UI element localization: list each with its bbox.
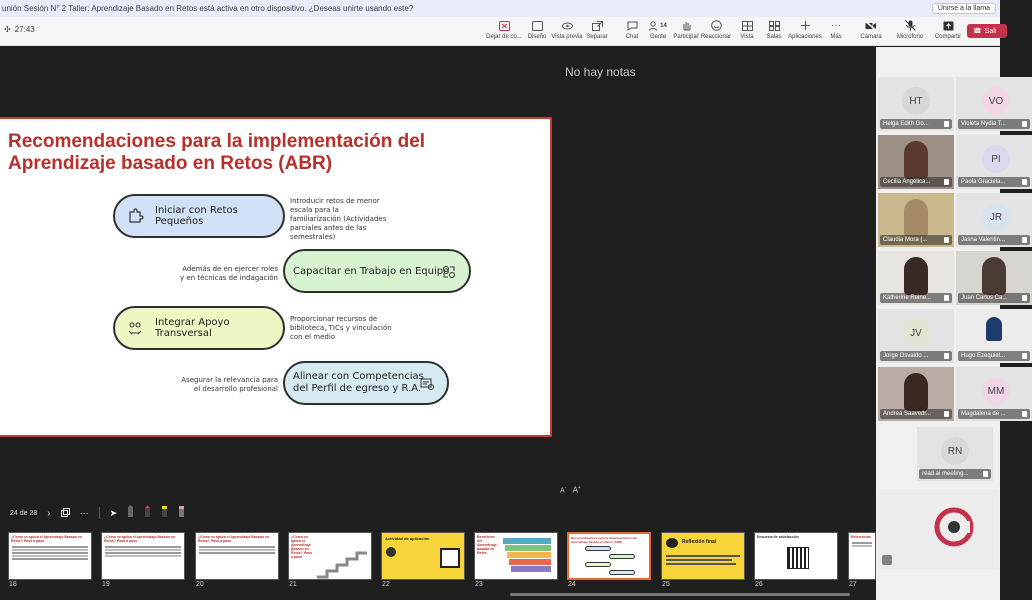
slide-thumbnail-22[interactable]: Actividad de aplicación — [381, 532, 465, 580]
step-desc-1: Introducir retos de menor escala para la familiarización (Actividades parciales antes de las semestrales) — [290, 197, 387, 241]
eye-icon — [562, 20, 573, 31]
microphone-button[interactable]: Micrófono — [890, 20, 930, 40]
avatar: RN — [941, 437, 969, 465]
rejoin-banner — [0, 0, 1000, 17]
avatar: JV — [902, 319, 930, 347]
thumb-number: 21 — [289, 581, 297, 588]
step-desc-4: Asegurar la relevancia para el desarrollo profesional — [181, 376, 278, 393]
step-pill-3: Integrar Apoyo Transversal — [113, 306, 285, 350]
participant-tile[interactable]: RN read.ai meeting... — [917, 427, 993, 481]
more-options-icon[interactable]: ··· — [79, 508, 89, 518]
avatar: JR — [982, 203, 1010, 231]
self-view-tile[interactable] — [878, 489, 998, 569]
participant-video-tile[interactable]: Andrea Saavedr... — [878, 367, 954, 421]
mic-icon — [1022, 353, 1027, 359]
step-pill-1: Iniciar con Retos Pequeños — [113, 194, 285, 238]
stop-sharing-button[interactable]: Dejar de co... — [484, 20, 524, 40]
stop-share-icon — [499, 20, 510, 31]
mic-icon — [944, 353, 949, 359]
mic-icon — [944, 121, 949, 127]
eraser-icon[interactable] — [178, 505, 185, 521]
pen-black-icon[interactable] — [127, 505, 134, 521]
slide-thumbnail-24[interactable]: Recomendaciones para la implementación del Aprendizaje basado en Retos (ABR) — [567, 532, 651, 580]
support-icon — [127, 321, 143, 340]
react-button[interactable]: Reaccionar — [696, 20, 736, 40]
participant-video — [904, 141, 928, 179]
people-count: 14 — [660, 22, 667, 29]
layout-icon — [532, 20, 543, 31]
layout-button[interactable]: Diseño — [517, 20, 557, 40]
raise-hand-button[interactable]: Participar — [666, 20, 706, 40]
highlighter-yellow-icon[interactable] — [161, 505, 168, 521]
people-button[interactable]: 14 Gente — [638, 20, 678, 40]
slide-thumbnail-26[interactable]: Encuesta de satisfacción — [754, 532, 838, 580]
pen-red-icon[interactable] — [144, 505, 151, 521]
mic-icon — [1022, 179, 1027, 185]
camera-off-icon — [866, 20, 877, 31]
thumb-number: 23 — [475, 581, 483, 588]
step-pill-2: Capacitar en Trabajo en Equipo — [283, 249, 471, 293]
slide-thumbnail-21[interactable]: ¿Cómo se aplica el Aprendizaje Basado en Retos? Paso a paso — [288, 532, 372, 580]
participant-tile[interactable]: JV Jorge Osvaldo ... — [878, 309, 954, 363]
view-button[interactable]: Vista — [727, 20, 767, 40]
smiley-icon — [711, 20, 722, 31]
plus-icon — [800, 20, 811, 31]
participant-tile[interactable]: HT Helga Edith Go... — [878, 77, 954, 131]
thumb-number: 25 — [662, 581, 670, 588]
slide-thumbnail-25[interactable]: Reflexión final — [661, 532, 745, 580]
leave-button[interactable]: ☎ Sali — [967, 24, 1007, 38]
thumb-number: 26 — [755, 581, 763, 588]
zoom-in-button[interactable]: A — [572, 485, 578, 495]
apps-button[interactable]: Aplicaciones — [785, 20, 825, 40]
avatar: MM — [982, 377, 1010, 405]
slide-thumbnail-23[interactable]: Beneficios del Aprendizaje basado en Retos — [474, 532, 558, 580]
participant-video — [904, 373, 928, 411]
thumb-number: 22 — [382, 581, 390, 588]
mic-icon — [1022, 411, 1027, 417]
participant-video-tile[interactable]: Juan Carlos Ca... — [956, 251, 1032, 305]
copy-slide-icon[interactable] — [61, 508, 70, 519]
thumb-number: 20 — [196, 581, 204, 588]
meeting-toolbar — [0, 17, 1000, 46]
team-icon — [441, 264, 457, 283]
slide-thumbnail-20[interactable]: ¿Cómo se aplica el Aprendizaje Basado en Retos? Paso a paso — [195, 532, 279, 580]
mic-off-icon — [905, 20, 916, 31]
step-desc-2: Además de en ejercer roles y en técnicas de indagación — [180, 265, 278, 282]
join-call-button[interactable]: Unirse a la llama — [932, 3, 996, 14]
meeting-timer — [4, 25, 35, 34]
participant-video-tile[interactable]: Katherine Reine... — [878, 251, 954, 305]
participant-video-tile[interactable]: Hugo Ezequiel... — [956, 309, 1032, 363]
participant-video-tile[interactable]: Claudia Mora (... — [878, 193, 954, 247]
mic-icon — [1022, 295, 1027, 301]
rooms-button[interactable]: Salas — [754, 20, 794, 40]
participant-video — [982, 257, 1006, 295]
participant-video — [904, 257, 928, 295]
step-desc-3: Proporcionar recursos de biblioteca, TICs y vinculación con el medio — [290, 315, 392, 341]
grid-icon — [742, 20, 753, 31]
share-icon — [943, 20, 954, 31]
pointer-tool-icon[interactable]: ➤ — [109, 507, 118, 518]
mic-icon — [944, 179, 949, 185]
chat-icon — [627, 20, 638, 31]
participants-panel — [876, 47, 1008, 600]
thumb-number: 18 — [9, 581, 17, 588]
mic-icon — [983, 471, 988, 477]
mic-icon — [1022, 121, 1027, 127]
shield-icon: ✣ — [4, 25, 11, 34]
slide-thumbnail-27[interactable]: Referencias — [848, 532, 876, 580]
next-slide-icon[interactable]: › — [47, 507, 51, 519]
zoom-out-button[interactable]: A — [560, 487, 565, 495]
current-slide — [0, 117, 552, 437]
slide-thumbnail-19[interactable]: ¿Cómo se aplica el Aprendizaje Basado en Retos? Paso a paso — [101, 532, 185, 580]
participant-tile[interactable]: JR Jasna Valentin... — [956, 193, 1032, 247]
certificate-icon — [419, 376, 435, 396]
popout-icon — [592, 20, 603, 31]
thumb-number: 24 — [568, 581, 576, 588]
preview-button[interactable]: Vista previa — [547, 20, 587, 40]
phone-icon: ☎ — [973, 28, 982, 35]
participant-video-tile[interactable]: Cecilia Angélica... — [878, 135, 954, 189]
zoom-controls: A- A+ — [560, 485, 581, 495]
mic-icon — [944, 411, 949, 417]
thumb-number: 27 — [849, 581, 857, 588]
avatar: HT — [902, 87, 930, 115]
step-pill-4: Alinear con Competencias del Perfil de egreso y R.A. — [283, 361, 449, 405]
participant-tile[interactable]: PI Paola Graciela... — [956, 135, 1032, 189]
thumb-number: 19 — [102, 581, 110, 588]
people-icon — [648, 20, 668, 31]
mic-icon — [882, 555, 892, 565]
slide-title-line-1: Recomendaciones para la implementación del — [8, 131, 426, 152]
slide-thumbnail-18[interactable]: ¿Cómo se aplica el Aprendizaje Basado en Retos? Paso a paso — [8, 532, 92, 580]
filmstrip-scrollbar[interactable] — [510, 593, 850, 596]
mic-icon — [944, 295, 949, 301]
participant-video — [904, 199, 928, 237]
avatar: VO — [982, 87, 1010, 115]
participant-video — [986, 317, 1002, 341]
camera-button[interactable]: Cámara — [851, 20, 891, 40]
hand-icon — [681, 20, 692, 31]
participant-tile[interactable]: MM Magdalena de ... — [956, 367, 1032, 421]
popout-button[interactable]: Separar — [577, 20, 617, 40]
speaker-notes-placeholder: No hay notas — [565, 65, 636, 79]
participant-tile[interactable]: VO Violeta Nydia T... — [956, 77, 1032, 131]
more-button[interactable]: ··· Más — [830, 20, 842, 40]
filmstrip-controls — [10, 505, 185, 521]
slide-filmstrip — [0, 532, 876, 592]
avatar: PI — [982, 145, 1010, 173]
divider — [99, 507, 100, 519]
ellipsis-icon: ··· — [831, 20, 841, 31]
banner-message: unión Sesión N° 2 Taller: Aprendizaje Basado en Retos está activa en otro dispositivo. ¿Deseas unirte usando este? — [2, 4, 414, 13]
institution-logo-icon — [934, 507, 974, 547]
puzzle-icon — [127, 209, 143, 228]
mic-icon — [1022, 237, 1027, 243]
slide-title-line-2: Aprendizaje basado en Retos (ABR) — [8, 153, 333, 174]
page-indicator: 24 de 28 — [10, 509, 38, 517]
rooms-icon — [769, 20, 780, 31]
slide-title — [8, 131, 425, 175]
share-button[interactable]: Compartir — [928, 20, 968, 40]
mic-icon — [944, 237, 949, 243]
timer-text: 27:43 — [14, 25, 35, 34]
chat-button[interactable]: Chat — [612, 20, 652, 40]
